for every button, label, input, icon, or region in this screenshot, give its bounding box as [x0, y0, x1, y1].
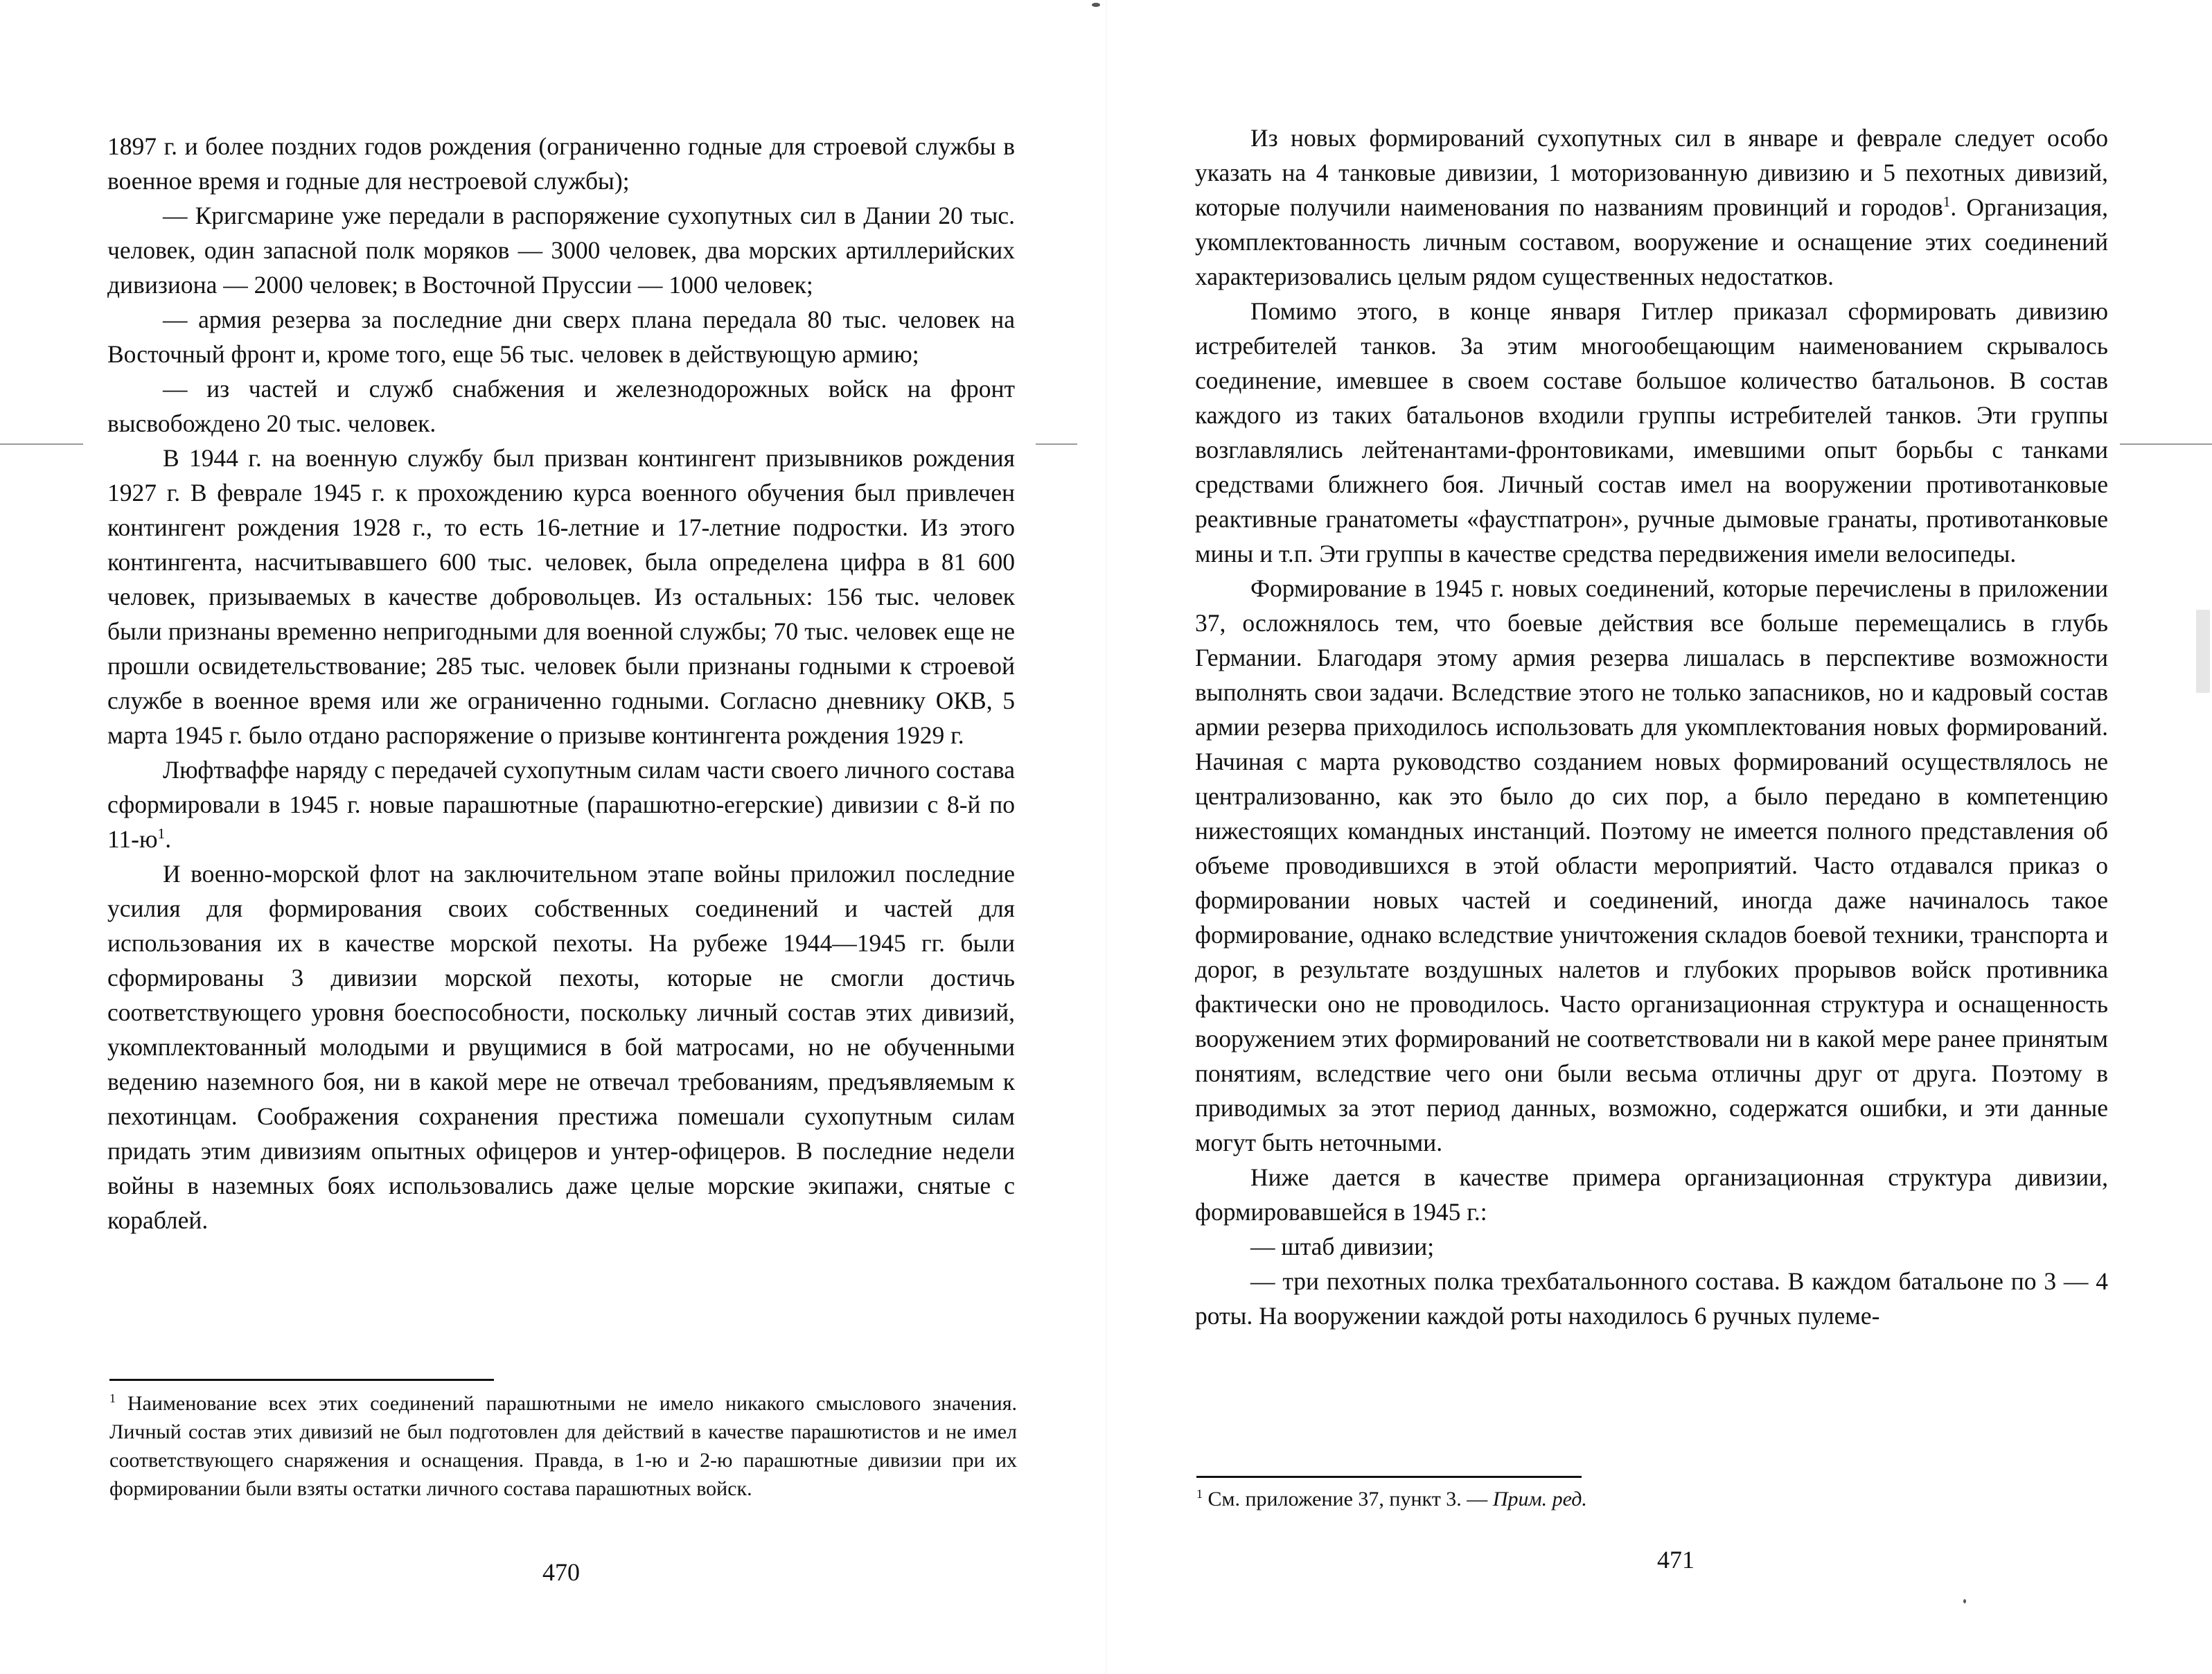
left-paragraph-2: — Кригсмарине уже передали в распоряжение сухопутных сил в Дании 20 тыс. человек, один запасной полк моряков — 3000 человек, два морских артиллерийских дивизиона — 2000 человек; в Восточной Пруссии — 1000 человек; — [107, 202, 1015, 299]
scan-speck — [1963, 1599, 1966, 1603]
right-paragraph-3: Формирование в 1945 г. новых соединений, которые перечислены в приложении 37, осложнялось тем, что боевые действия все больше перемещались в глубь Германии. Благодаря этому армия резерва лишалась в перспективе возможности выполнять свои задачи. Вследствие этого не только запасников, но и кадровый состав армии резерва приходилось использовать для укомплектования новых формирований. Начиная с марта руководство созданием новых формирований осуществлялось не централизованно, как это было до сих пор, а было передано в компетенцию нижестоящих командных инстанций. Поэтому не имеется полного представления об объеме проводившихся в этой области мероприятий. Часто отдавался приказ о формировании новых частей и соединений, иногда даже начиналось такое формирование, однако вследствие уничтожения складов боевой техники, транспорта и дорог, в результате воздушных налетов и глубоких прорывов войск противника фактически оно не проводилось. Часто организационная структура и оснащенность вооружением этих формирований не соответствовали ни в какой мере ранее принятым понятиям, вследствие чего они были весьма отличны друг от друга. Поэтому в приводимых за этот период данных, возможно, содержатся ошибки, и эти данные могут быть неточными. — [1195, 574, 2108, 1156]
right-paragraph-4: Ниже дается в качестве примера организационная структура дивизии, формировавшейся в 1945 г.: — [1195, 1163, 2108, 1226]
footnote-divider — [1196, 1476, 1582, 1478]
scan-speck — [2196, 610, 2210, 693]
scan-edge-mark — [1036, 443, 1077, 445]
right-footnote: $^1$ См. приложение 37, пункт 3. — Прим. ред. — [1196, 1487, 1587, 1510]
left-paragraph-1: 1897 г. и более поздних годов рождения (ограниченно годные для строевой службы в военное время и годные для нестроевой службы); — [107, 132, 1015, 195]
footnote-marker: 1 — [109, 1391, 116, 1405]
left-paragraph-5: В 1944 г. на военную службу был призван контингент призывников рождения 1927 г. В феврале 1945 г. к прохождению курса военного обучения был привлечен контингент рождения 1928 г., то есть 16-летние и 17-летние подростки. Из этого контингента, насчитывавшего 600 тыс. человек, была определена цифра в 81 600 человек, призываемых в качестве добровольцев. Из остальных: 156 тыс. человек были признаны временно непригодными для военной службы; 70 тыс. человек еще не прошли освидетельствование; 285 тыс. человек были признаны годными к строевой службе в военное время или же ограниченно годными. Согласно дневнику ОКВ, 5 марта 1945 г. было отдано распоряжение о призыве контингента рождения 1929 г. — [107, 444, 1015, 749]
left-footnote: $^1$ Наименование всех этих соединений парашютными не имело никакого смыслового значения. Личный состав этих дивизий не был подготовлен для действий в качестве парашютистов и не имел соответствующего снаряжения и оснащения. Правда, в 1-ю и 2-ю парашютные дивизии при их формировании были взяты остатки личного состава парашютных войск. — [109, 1391, 1017, 1500]
right-paragraph-5: — штаб дивизии; — [1250, 1233, 1435, 1260]
left-paragraph-6: Люфтваффе наряду с передачей сухопутным силам части своего личного состава сформировали в 1945 г. новые парашютные (парашютно-егерские) дивизии с 8-й по $11-ю^1$. — [107, 756, 1015, 853]
page-number-right: 471 — [1657, 1546, 1695, 1574]
left-page-body — [107, 129, 1015, 1237]
left-paragraph-3: — армия резерва за последние дни сверх плана передала 80 тыс. человек на Восточный фронт и, кроме того, еще 56 тыс. человек в действующую армию; — [107, 306, 1015, 368]
right-page-body — [1195, 121, 2108, 1333]
scan-edge-mark — [2120, 443, 2212, 445]
footnote-marker: 1 — [1196, 1487, 1203, 1501]
footnote-divider — [109, 1379, 494, 1381]
scan-edge-mark — [0, 443, 83, 445]
left-paragraph-7: И военно-морской флот на заключительном этапе войны приложил последние усилия для формирования своих собственных соединений и частей для использования их в качестве морской пехоты. На рубеже 1944—1945 гг. были сформированы 3 дивизии морской пехоты, которые не смогли достичь соответствующего уровня боеспособности, поскольку личный состав этих дивизий, укомплектованный молодыми и рвущимися в бой матросами, но не обученными ведению наземного боя, ни в какой мере не отвечал требованиям, предъявляемым к пехотинцам. Соображения сохранения престижа помешали сухопутным силам придать этим дивизиям опытных офицеров и унтер-офицеров. В последние недели войны в наземных боях использовались даже целые морские экипажи, снятые с кораблей. — [107, 860, 1015, 1234]
scan-speck — [1092, 3, 1100, 7]
right-page — [1106, 0, 2212, 1674]
right-paragraph-2: Помимо этого, в конце января Гитлер приказал сформировать дивизию истребителей танков. За этим многообещающим наименованием скрывалось соединение, имевшее в своем составе большое количество батальонов. В состав каждого из таких батальонов входили группы истребителей танков. Эти группы возглавлялись лейтенантами-фронтовиками, имевшими опыт борьбы с танками средствами ближнего боя. Личный состав имел на вооружении противотанковые реактивные гранатометы «фаустпатрон», ручные дымовые гранаты, противотанковые мины и т.п. Эти группы в качестве средства передвижения имели велосипеды. — [1195, 297, 2108, 567]
footnote-ref: 1 — [1943, 193, 1951, 211]
right-paragraph-6: — три пехотных полка трехбатальонного состава. В каждом батальоне по 3 — 4 роты. На вооружении каждой роты находилось 6 ручных пулеме- — [1195, 1267, 2108, 1330]
left-paragraph-4: — из частей и служб снабжения и железнодорожных войск на фронт высвобождено 20 тыс. человек. — [107, 375, 1015, 437]
footnote-ref: 1 — [157, 825, 166, 843]
right-paragraph-1: Из новых формирований сухопутных сил в январе и феврале следует особо указать на 4 танковые дивизии, 1 моторизованную дивизию и 5 пехотных дивизий, которые получили наименования по названиям провинций и городов$^1$. Организация, укомплектованность личным составом, вооружение и оснащение этих соединений характеризовались целым рядом существенных недостатков. — [1195, 124, 2108, 290]
page-number-left: 470 — [542, 1558, 580, 1586]
